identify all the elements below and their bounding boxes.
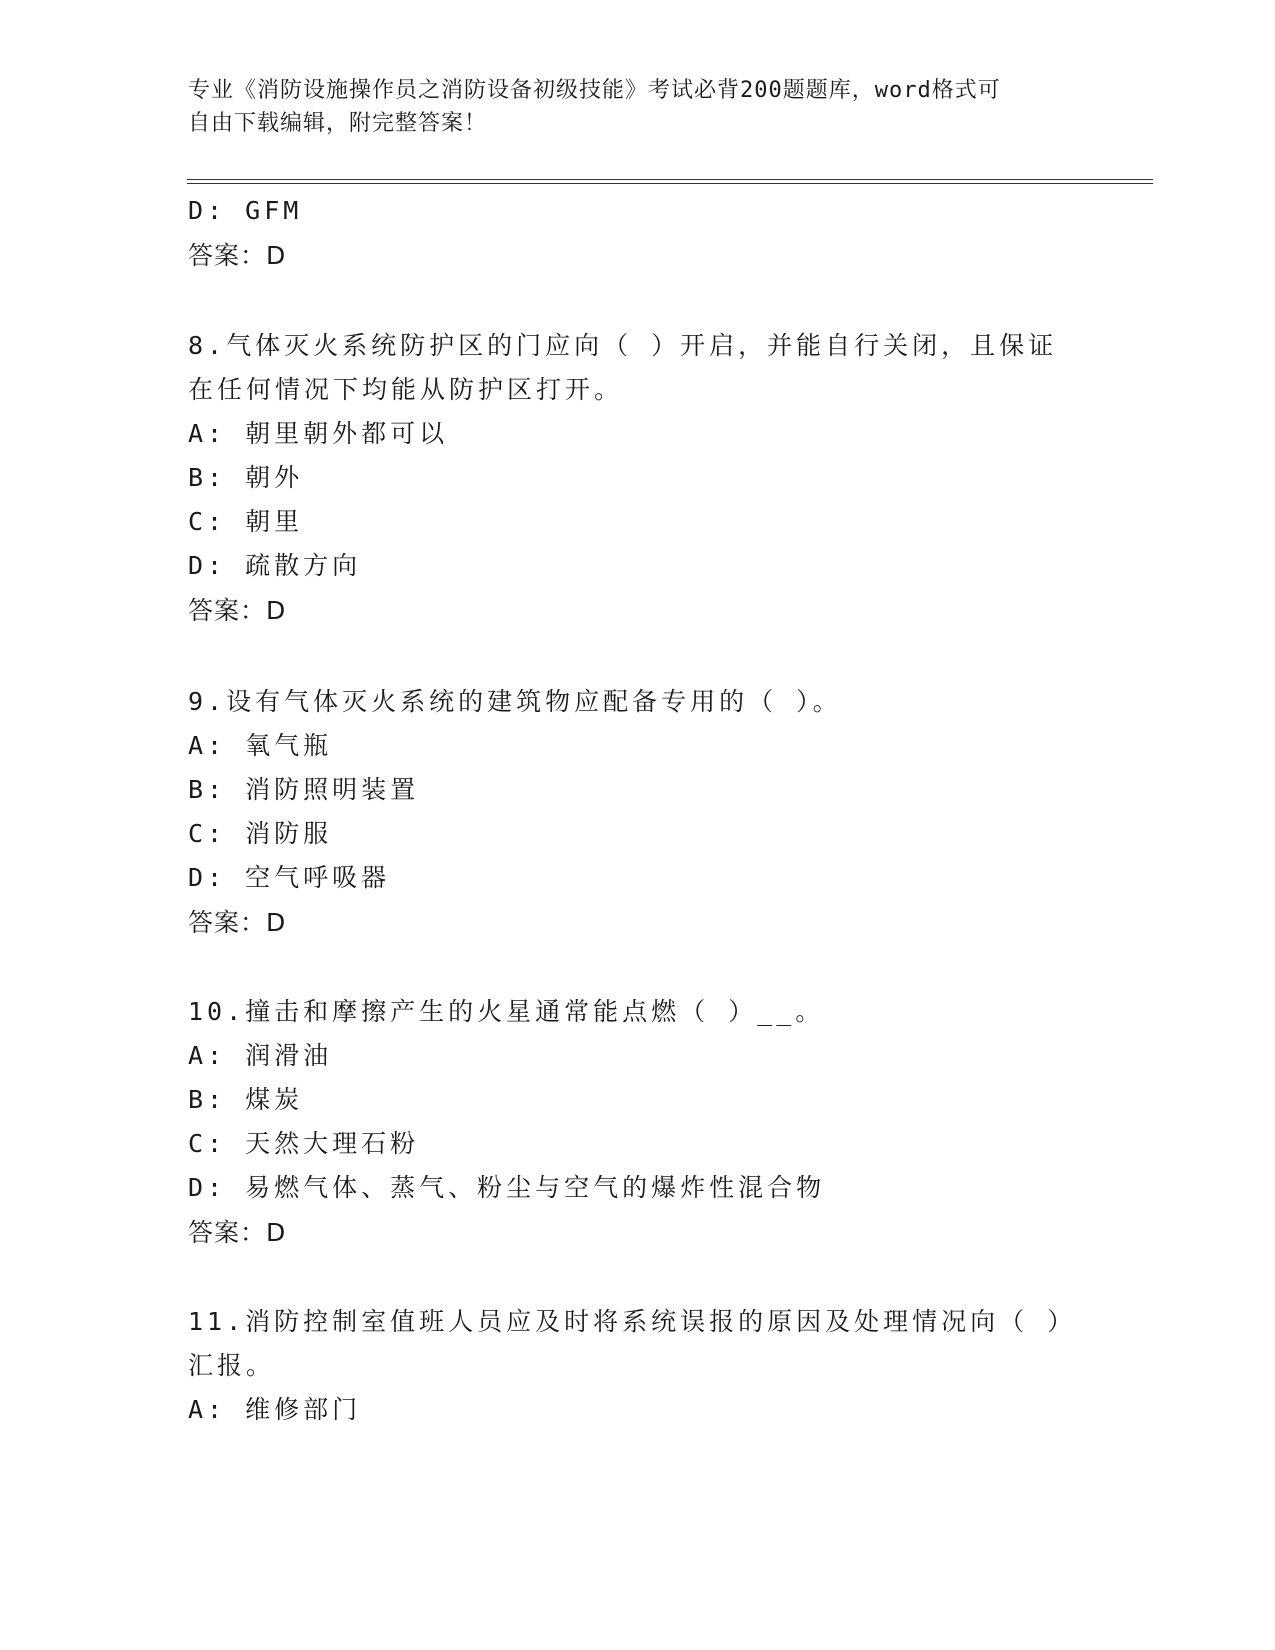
q8-stem-line-1: 8.气体灭火系统防护区的门应向（ ）开启，并能自行关闭，且保证 — [188, 331, 1058, 360]
header-title-line-1: 专业《消防设施操作员之消防设备初级技能》考试必背200题题库，word格式可 — [188, 78, 1001, 103]
header-title-line-2: 自由下载编辑，附完整答案！ — [188, 111, 488, 136]
q11-stem-line-2: 汇报。 — [188, 1351, 276, 1380]
q9-option-b: B: 消防照明装置 — [188, 775, 420, 804]
q9-option-a: A: 氧气瓶 — [188, 731, 333, 760]
q8-option-c: C: 朝里 — [188, 507, 304, 536]
q10-answer: 答案：D — [188, 1218, 287, 1247]
q9-answer: 答案：D — [188, 908, 287, 937]
q8-option-a: A: 朝里朝外都可以 — [188, 419, 449, 448]
q10-option-d: D: 易燃气体、蒸气、粉尘与空气的爆炸性混合物 — [188, 1173, 826, 1202]
q11-option-a: A: 维修部门 — [188, 1395, 362, 1424]
q9-option-d: D: 空气呼吸器 — [188, 863, 391, 892]
q8-option-b: B: 朝外 — [188, 463, 304, 492]
q9-stem-line-1: 9.设有气体灭火系统的建筑物应配备专用的（ ）。 — [188, 687, 842, 716]
q10-stem-line-1: 10.撞击和摩擦产生的火星通常能点燃（ ）__。 — [188, 997, 825, 1026]
q8-answer: 答案：D — [188, 596, 287, 625]
q8-stem-line-2: 在任何情况下均能从防护区打开。 — [188, 375, 624, 404]
q10-option-b: B: 煤炭 — [188, 1085, 304, 1114]
prev-question-answer: 答案：D — [188, 241, 287, 270]
header-divider-bottom — [187, 183, 1153, 184]
document-header — [188, 74, 1068, 140]
q10-option-a: A: 润滑油 — [188, 1041, 333, 1070]
prev-question-option-d: D: GFM — [188, 196, 303, 225]
header-divider-top — [187, 179, 1153, 180]
q10-option-c: C: 天然大理石粉 — [188, 1129, 420, 1158]
q8-option-d: D: 疏散方向 — [188, 551, 362, 580]
q9-option-c: C: 消防服 — [188, 819, 333, 848]
q11-stem-line-1: 11.消防控制室值班人员应及时将系统误报的原因及处理情况向（ ） — [188, 1307, 1077, 1336]
